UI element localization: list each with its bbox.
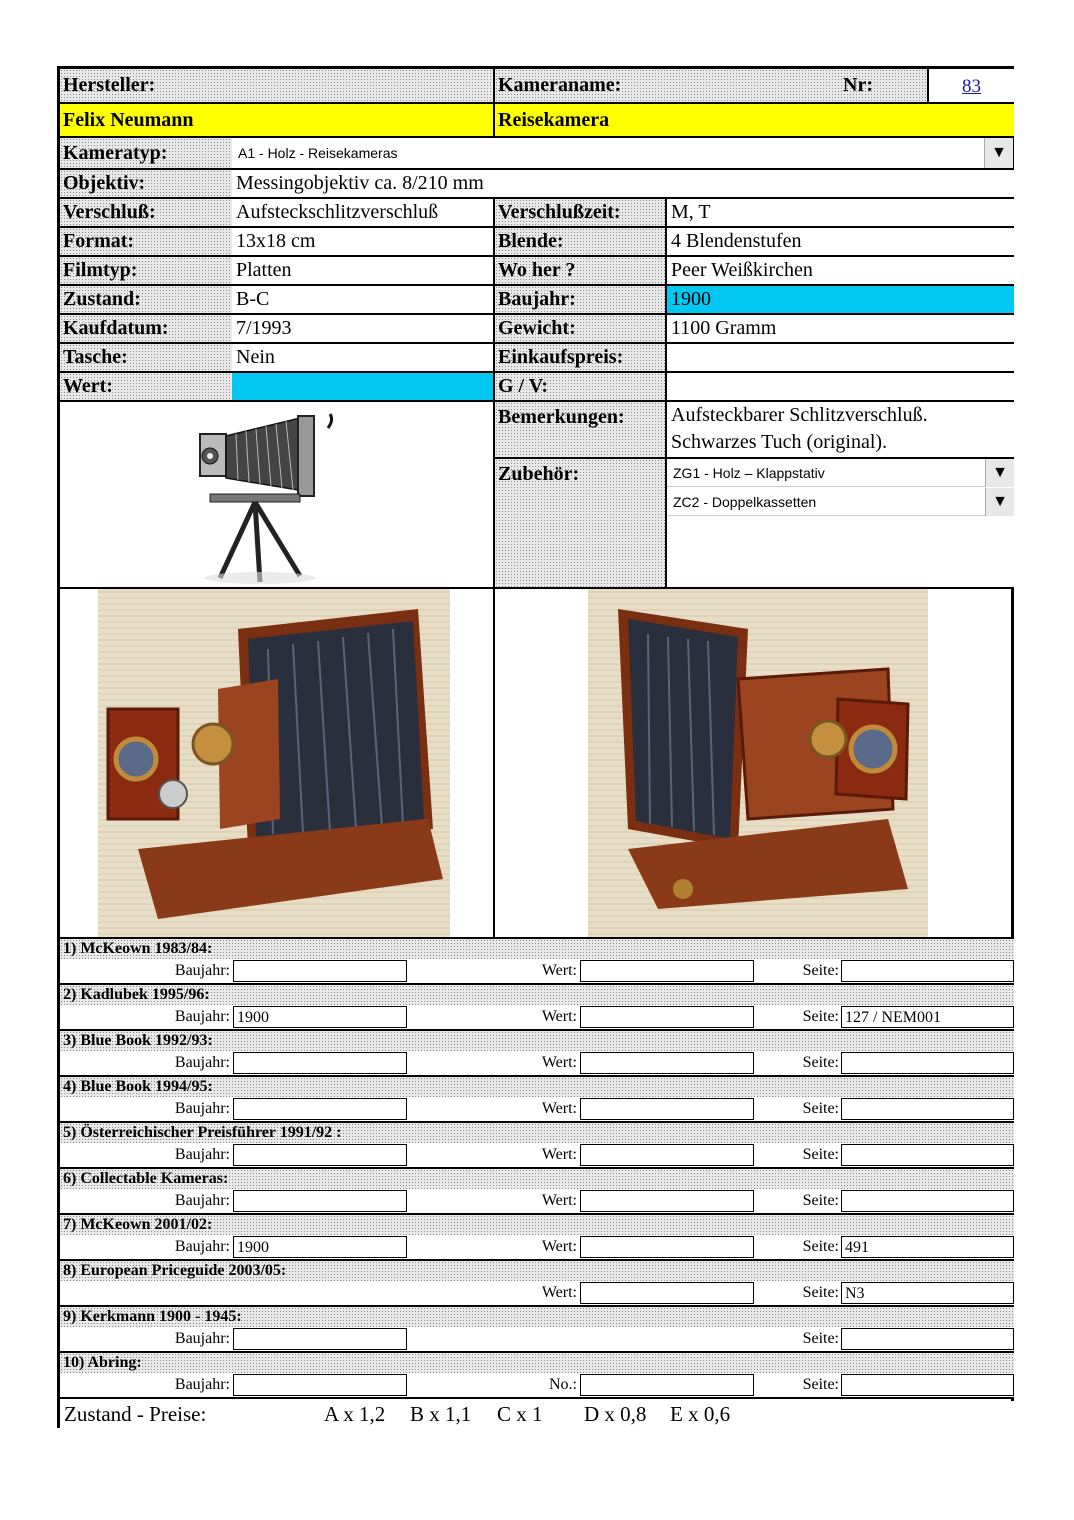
field-left-value: Nein — [232, 344, 493, 371]
seite-field[interactable] — [841, 1374, 1014, 1396]
baujahr-label: Baujahr: — [174, 962, 230, 979]
seite-label: Seite: — [802, 1192, 839, 1209]
field-right-label: Blende: — [495, 228, 665, 255]
field-left-value: B-C — [232, 286, 493, 313]
factor-d: D x 0,8 — [584, 1402, 647, 1426]
field-left-label: Filmtyp: — [60, 257, 232, 284]
reference-title: 6) Collectable Kameras: — [60, 1169, 1014, 1189]
seite-field[interactable] — [841, 1144, 1014, 1166]
reference-title: 4) Blue Book 1994/95: — [60, 1077, 1014, 1097]
baujahr-field[interactable] — [233, 1098, 407, 1120]
objektiv-value: Messingobjektiv ca. 8/210 mm — [232, 170, 1014, 197]
seite-label: Seite: — [802, 962, 839, 979]
field-left-value: Aufsteckschlitzverschluß — [232, 199, 493, 226]
camera-photo-right — [588, 589, 928, 937]
zustand-preise-row — [60, 1401, 1014, 1428]
baujahr-field[interactable] — [233, 1190, 407, 1212]
seite-label: Seite: — [802, 1146, 839, 1163]
field-left-value — [232, 373, 493, 400]
field-left-value: Platten — [232, 257, 493, 284]
objektiv-label: Objektiv: — [60, 170, 232, 197]
nr-label: Nr: — [843, 74, 873, 96]
baujahr-label: Baujahr: — [174, 1100, 230, 1117]
field-right-label: Einkaufspreis: — [495, 344, 665, 371]
baujahr-field[interactable] — [233, 960, 407, 982]
reference-title: 8) European Priceguide 2003/05: — [60, 1261, 1014, 1281]
baujahr-field[interactable] — [233, 1374, 407, 1396]
kameraname-label: Kameraname: — [495, 69, 927, 102]
seite-label: Seite: — [802, 1284, 839, 1301]
factor-c: C x 1 — [497, 1402, 543, 1426]
field-left-label: Wert: — [60, 373, 232, 400]
baujahr-field[interactable] — [233, 1328, 407, 1350]
reference-title: 10) Abring: — [60, 1353, 1014, 1373]
baujahr-label: Baujahr: — [174, 1146, 230, 1163]
wert-field[interactable] — [580, 1374, 754, 1396]
seite-label: Seite: — [802, 1330, 839, 1347]
dropdown-arrow-icon[interactable]: ▼ — [985, 459, 1014, 487]
bemerkungen-value — [667, 402, 1014, 457]
field-right-value — [667, 373, 1014, 400]
reference-title: 9) Kerkmann 1900 - 1945: — [60, 1307, 1014, 1327]
wert-field[interactable] — [580, 1190, 754, 1212]
reference-title: 5) Österreichischer Preisführer 1991/92 : — [60, 1123, 1014, 1143]
baujahr-label: Baujahr: — [174, 1330, 230, 1347]
field-right-value: 1900 — [667, 286, 1014, 313]
field-right-value: 4 Blendenstufen — [667, 228, 1014, 255]
baujahr-label: Baujahr: — [174, 1238, 230, 1255]
wert-field[interactable] — [580, 1006, 754, 1028]
wert-label: Wert: — [541, 1238, 577, 1255]
wert-field[interactable] — [580, 1144, 754, 1166]
seite-field[interactable]: 127 / NEM001 — [841, 1006, 1014, 1028]
hersteller-value: Felix Neumann — [60, 104, 493, 136]
factor-a: A x 1,2 — [324, 1402, 386, 1426]
field-right-label: Verschlußzeit: — [495, 199, 665, 226]
zustand-preise-label: Zustand - Preise: — [64, 1402, 207, 1426]
field-left-label: Tasche: — [60, 344, 232, 371]
baujahr-field[interactable] — [233, 1052, 407, 1074]
seite-field[interactable] — [841, 1052, 1014, 1074]
baujahr-field[interactable]: 1900 — [233, 1236, 407, 1258]
zubehoer-label: Zubehör: — [498, 463, 580, 485]
bemerkungen-line-1: Aufsteckbarer Schlitzverschluß. — [671, 404, 928, 426]
wert-field[interactable] — [580, 960, 754, 982]
field-right-label: Baujahr: — [495, 286, 665, 313]
wert-label: Wert: — [541, 1008, 577, 1025]
bemerkungen-label: Bemerkungen: — [498, 406, 625, 428]
wert-field[interactable] — [580, 1098, 754, 1120]
field-left-value: 7/1993 — [232, 315, 493, 342]
bemerkungen-line-2: Schwarzes Tuch (original). — [671, 431, 888, 453]
wert-label: Wert: — [541, 1100, 577, 1117]
wert-label: Wert: — [541, 1054, 577, 1071]
wert-field[interactable] — [580, 1052, 754, 1074]
field-right-value: M, T — [667, 199, 1014, 226]
baujahr-label: Baujahr: — [174, 1008, 230, 1025]
seite-field[interactable] — [841, 1098, 1014, 1120]
field-right-label: Wo her ? — [495, 257, 665, 284]
factor-b: B x 1,1 — [410, 1402, 472, 1426]
field-right-value: 1100 Gramm — [667, 315, 1014, 342]
baujahr-field[interactable]: 1900 — [233, 1006, 407, 1028]
wert-label: Wert: — [541, 1284, 577, 1301]
field-left-label: Format: — [60, 228, 232, 255]
engraving-panel — [60, 402, 493, 587]
field-right-label: Gewicht: — [495, 315, 665, 342]
wert-label: No.: — [549, 1376, 577, 1393]
reference-title: 3) Blue Book 1992/93: — [60, 1031, 1014, 1051]
baujahr-label: Baujahr: — [174, 1054, 230, 1071]
baujahr-field[interactable] — [233, 1144, 407, 1166]
seite-field[interactable] — [841, 1190, 1014, 1212]
wert-label: Wert: — [541, 962, 577, 979]
seite-field[interactable]: N3 — [841, 1282, 1014, 1304]
reference-title: 2) Kadlubek 1995/96: — [60, 985, 1014, 1005]
seite-label: Seite: — [802, 1054, 839, 1071]
wert-field[interactable] — [580, 1282, 754, 1304]
dropdown-arrow-icon[interactable]: ▼ — [984, 138, 1013, 168]
seite-label: Seite: — [802, 1008, 839, 1025]
field-right-value — [667, 344, 1014, 371]
wert-label: Wert: — [541, 1192, 577, 1209]
zubehoer-select-1[interactable]: ZG1 - Holz – Klappstativ — [667, 459, 985, 487]
nr-link[interactable]: 83 — [962, 76, 981, 97]
field-right-label: G / V: — [495, 373, 665, 400]
seite-label: Seite: — [802, 1238, 839, 1255]
seite-label: Seite: — [802, 1100, 839, 1117]
field-left-label: Verschluß: — [60, 199, 232, 226]
field-left-label: Kaufdatum: — [60, 315, 232, 342]
dropdown-arrow-icon[interactable]: ▼ — [985, 488, 1014, 516]
field-right-value: Peer Weißkirchen — [667, 257, 1014, 284]
wert-label: Wert: — [541, 1146, 577, 1163]
wert-field[interactable] — [580, 1236, 754, 1258]
kameratyp-select[interactable]: A1 - Holz - Reisekameras — [232, 138, 984, 168]
hersteller-label: Hersteller: — [60, 69, 493, 102]
field-left-value: 13x18 cm — [232, 228, 493, 255]
baujahr-label: Baujahr: — [174, 1376, 230, 1393]
field-left-label: Zustand: — [60, 286, 232, 313]
seite-field[interactable]: 491 — [841, 1236, 1014, 1258]
camera-photo-left — [98, 589, 450, 937]
camera-engraving-image — [180, 406, 350, 586]
kameraname-value: Reisekamera — [495, 104, 1014, 136]
seite-field[interactable] — [841, 1328, 1014, 1350]
reference-title: 7) McKeown 2001/02: — [60, 1215, 1014, 1235]
factor-e: E x 0,6 — [670, 1402, 731, 1426]
seite-field[interactable] — [841, 960, 1014, 982]
camera-record-sheet — [57, 66, 1014, 1428]
zubehoer-select-2[interactable]: ZC2 - Doppelkassetten — [667, 488, 985, 516]
reference-title: 1) McKeown 1983/84: — [60, 939, 1014, 959]
baujahr-label: Baujahr: — [174, 1192, 230, 1209]
seite-label: Seite: — [802, 1376, 839, 1393]
kameratyp-label: Kameratyp: — [60, 138, 232, 168]
